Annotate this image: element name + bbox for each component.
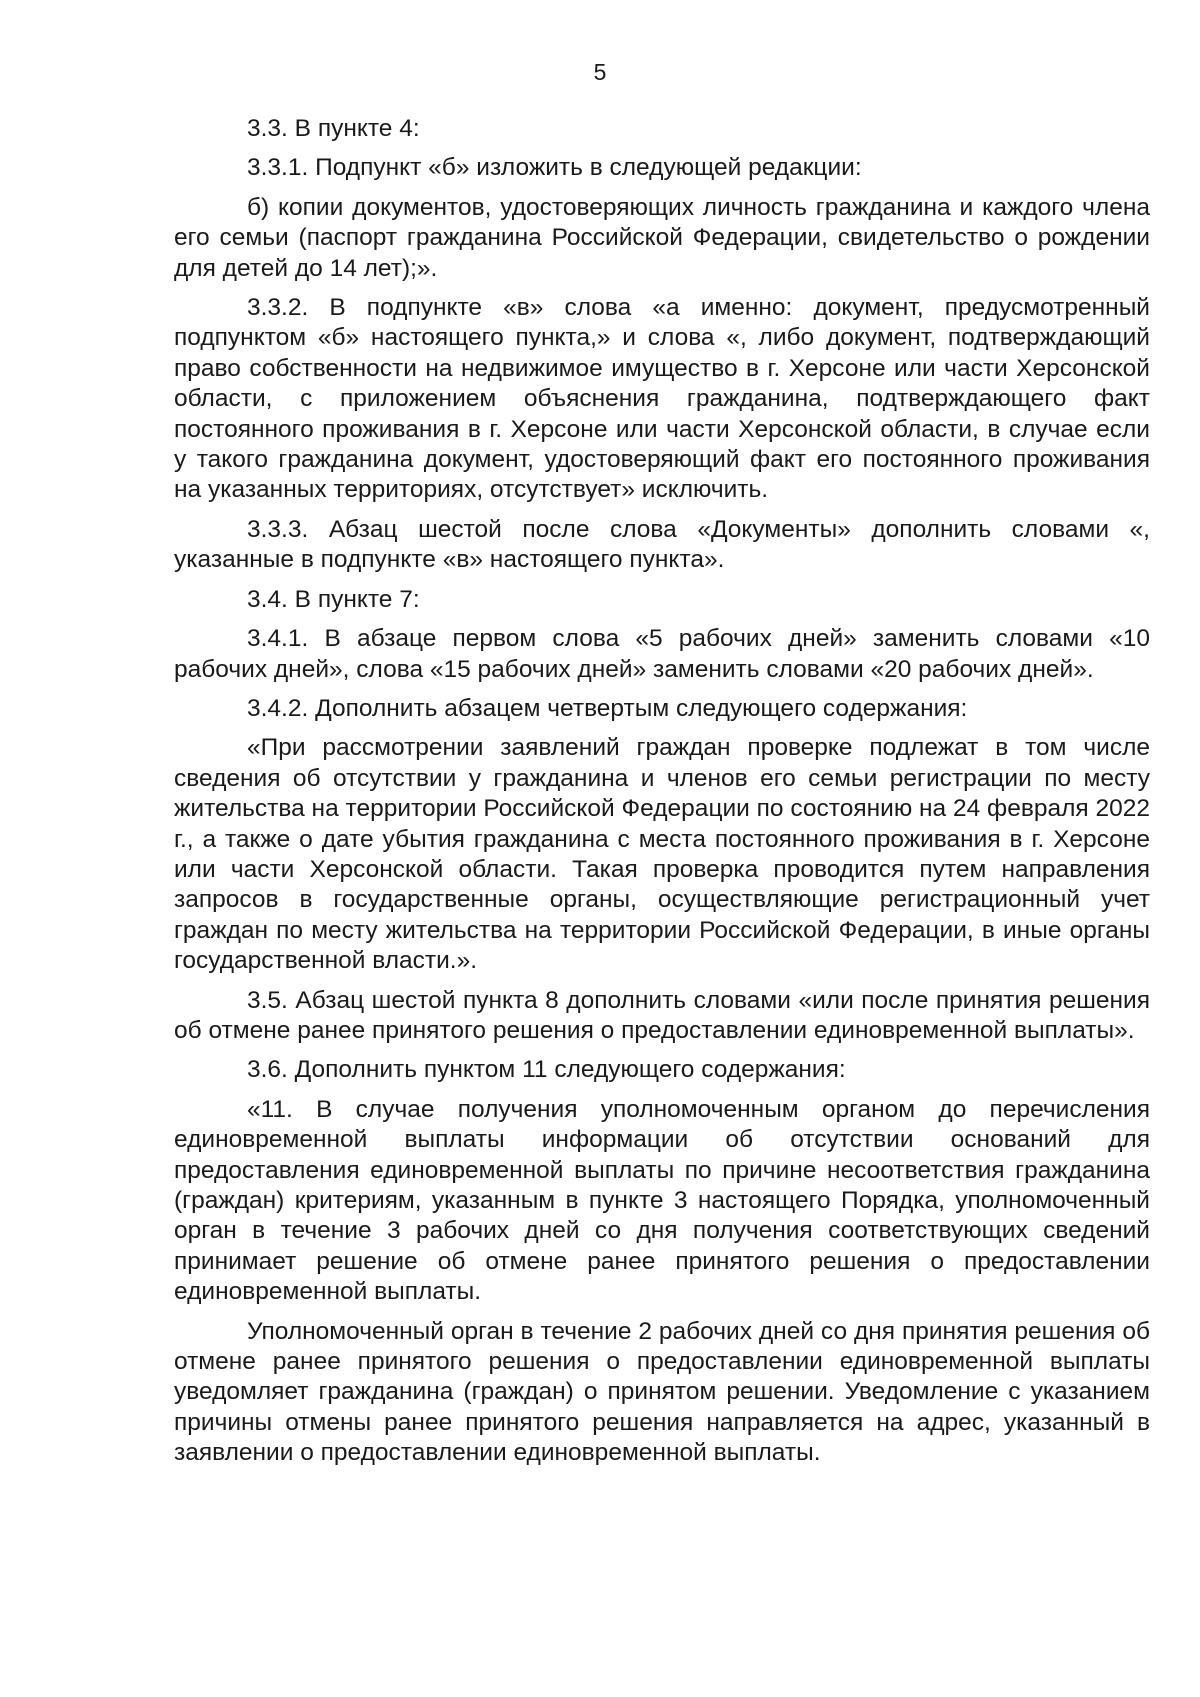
paragraph-3-3-2: 3.3.2. В подпункте «в» слова «а именно: документ, предусмотренный подпунктом «б» настоящего пункта,» и слова «, либо документ, подтверждающий право собственности на недвижимое имущество в г. Херсоне или части Херсонской области, с приложением объяснения гражданина, подтверждающего факт постоянного проживания в г. Херсоне или части Херсонской области, в случае если у такого гражданина документ, удостоверяющий факт его постоянного проживания на указанных территориях, отсутствует» исключить.: [174, 294, 1150, 504]
paragraph-3-4-2: 3.4.2. Дополнить абзацем четвертым следующего содержания:: [247, 694, 968, 722]
paragraph-notification: Уполномоченный орган в течение 2 рабочих дней со дня принятия решения об отмене ранее принятого решения о предоставлении единовременной выплаты уведомляет гражданина (граждан) о принятом решении. Уведомление с указанием причины отмены ранее принятого решения направляется на адрес, указанный в заявлении о предоставлении единовременной выплаты.: [174, 1317, 1150, 1467]
paragraph-subpoint-b: б) копии документов, удостоверяющих личность гражданина и каждого члена его семьи (паспорт гражданина Российской Федерации, свидетельство о рождении для детей до 14 лет);».: [174, 193, 1150, 282]
paragraph-3-5: 3.5. Абзац шестой пункта 8 дополнить словами «или после принятия решения об отмене ранее принятого решения о предоставлении единовременной выплаты».: [174, 986, 1150, 1044]
paragraph-quoted-verification: «При рассмотрении заявлений граждан проверке подлежат в том числе сведения об отсутствии у гражданина и членов его семьи регистрации по месту жительства на территории Российской Федерации по состоянию на 24 февраля 2022 г., а также о дате убытия гражданина с места постоянного проживания в г. Херсоне или части Херсонской области. Такая проверка проводится путем направления запросов в государственные органы, осуществляющие регистрационный учет граждан по месту жительства на территории Российской Федерации, в иные органы государственной власти.».: [174, 734, 1150, 975]
paragraph-point-11: «11. В случае получения уполномоченным органом до перечисления единовременной выплаты информации об отсутствии оснований для предоставления единовременной выплаты по причине несоответствия гражданина (граждан) критериям, указанным в пункте 3 настоящего Порядка, уполномоченный орган в течение 3 рабочих дней со дня получения соответствующих сведений принимает решение об отмене ранее принятого решения о предоставлении единовременной выплаты.: [174, 1095, 1150, 1306]
paragraph-3-4-1: 3.4.1. В абзаце первом слова «5 рабочих дней» заменить словами «10 рабочих дней», слова «15 рабочих дней» заменить словами «20 рабочих дней».: [174, 625, 1150, 683]
document-body: [174, 114, 1150, 1478]
paragraph-3-6: 3.6. Дополнить пунктом 11 следующего содержания:: [247, 1056, 846, 1084]
paragraph-3-3-1: 3.3.1. Подпункт «б» изложить в следующей редакции:: [247, 154, 862, 182]
page-number: 5: [593, 59, 607, 85]
paragraph-3-3: 3.3. В пункте 4:: [247, 115, 420, 142]
paragraph-3-3-3: 3.3.3. Абзац шестой после слова «Документы» дополнить словами «, указанные в подпункте «в» настоящего пункта».: [174, 515, 1150, 574]
paragraph-3-4: 3.4. В пункте 7:: [247, 585, 420, 613]
